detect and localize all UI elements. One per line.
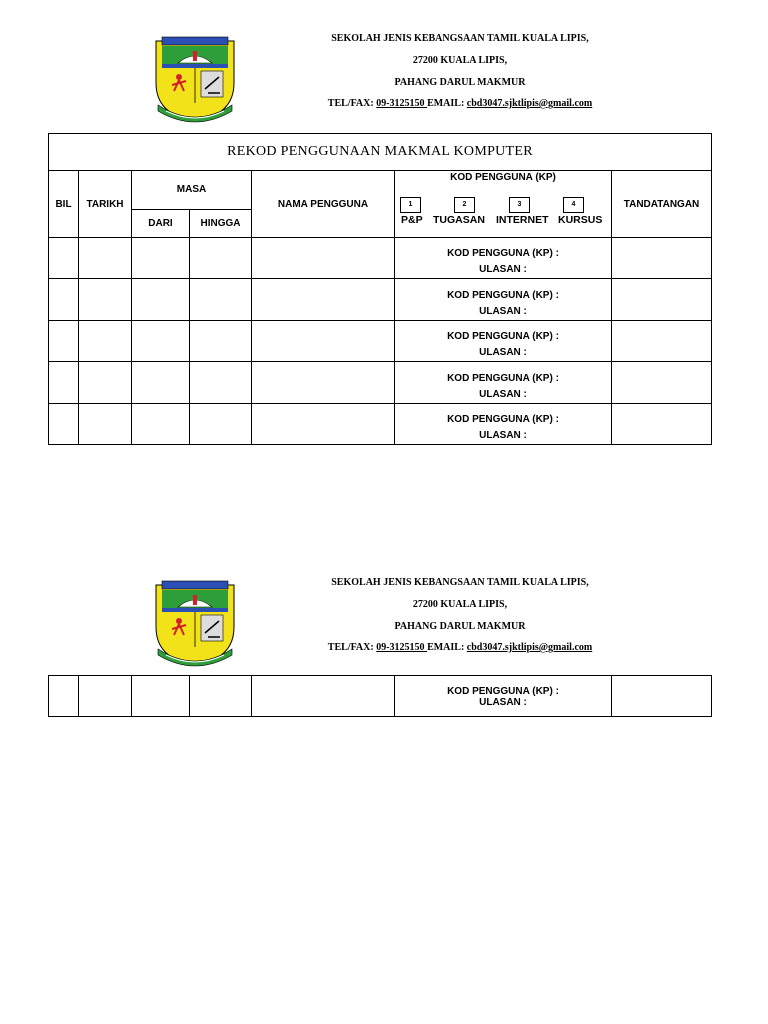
tarikh-cell[interactable] [79, 238, 132, 279]
school-crest-icon [152, 577, 238, 669]
kod-cell[interactable] [395, 279, 612, 321]
hingga-cell[interactable] [190, 321, 252, 362]
bil-cell[interactable] [49, 676, 79, 717]
table-row [49, 321, 712, 362]
dari-cell[interactable] [132, 676, 190, 717]
col-tarikh: TARIKH [79, 171, 132, 238]
hingga-cell[interactable] [190, 362, 252, 404]
kod-pengguna-title: KOD PENGGUNA (KP) [450, 172, 556, 183]
ulasan-label: ULASAN : [479, 305, 527, 317]
school-postcode: 27200 KUALA LIPIS, [412, 599, 508, 610]
nama-cell[interactable] [252, 321, 395, 362]
tandatangan-cell[interactable] [612, 676, 712, 717]
school-state: PAHANG DARUL MAKMUR [394, 621, 526, 632]
kod-box-3: 3 [509, 197, 530, 213]
kod-box-4: 4 [563, 197, 584, 213]
school-name: SEKOLAH JENIS KEBANGSAAN TAMIL KUALA LIPIS, [331, 33, 589, 44]
dari-cell[interactable] [132, 362, 190, 404]
ulasan-label: ULASAN : [479, 430, 527, 441]
tarikh-cell[interactable] [79, 279, 132, 321]
tel-label: TEL/FAX: [327, 98, 377, 109]
school-header [150, 577, 680, 687]
email-label: EMAIL: [427, 98, 467, 109]
lab-usage-record-table [48, 133, 712, 445]
ulasan-label: ULASAN : [479, 697, 527, 708]
nama-cell[interactable] [252, 404, 395, 445]
kod-cell[interactable] [395, 238, 612, 279]
hingga-cell[interactable] [190, 404, 252, 445]
form-title: REKOD PENGGUNAAN MAKMAL KOMPUTER [49, 134, 712, 171]
email-label: EMAIL: [427, 642, 467, 653]
kod-label-1: P&P [401, 214, 423, 226]
kp-label: KOD PENGGUNA (KP) : [447, 289, 559, 301]
school-name: SEKOLAH JENIS KEBANGSAAN TAMIL KUALA LIPIS, [331, 577, 589, 588]
kp-label: KOD PENGGUNA (KP) : [447, 414, 559, 425]
table-row [49, 279, 712, 321]
table-row [49, 676, 712, 717]
school-postcode: 27200 KUALA LIPIS, [412, 55, 508, 66]
kod-box-2: 2 [454, 197, 475, 213]
bil-cell[interactable] [49, 321, 79, 362]
hingga-cell[interactable] [190, 238, 252, 279]
bil-cell[interactable] [49, 279, 79, 321]
col-bil: BIL [49, 171, 79, 238]
tarikh-cell[interactable] [79, 321, 132, 362]
nama-cell[interactable] [252, 676, 395, 717]
kod-box-1: 1 [400, 197, 421, 213]
kp-label: KOD PENGGUNA (KP) : [447, 331, 559, 342]
col-masa: MASA [132, 171, 252, 210]
email-link[interactable]: cbd3047.sjktlipis@gmail.com [466, 98, 593, 109]
hingga-cell[interactable] [190, 279, 252, 321]
tandatangan-cell[interactable] [612, 404, 712, 445]
bil-cell[interactable] [49, 404, 79, 445]
nama-cell[interactable] [252, 279, 395, 321]
kod-label-2: TUGASAN [433, 214, 485, 226]
table-row [49, 404, 712, 445]
kod-label-4: KURSUS [558, 214, 603, 226]
col-dari: DARI [132, 209, 190, 237]
nama-cell[interactable] [252, 238, 395, 279]
tandatangan-cell[interactable] [612, 279, 712, 321]
table-row [49, 362, 712, 404]
dari-cell[interactable] [132, 404, 190, 445]
bil-cell[interactable] [49, 238, 79, 279]
school-crest-icon [152, 33, 238, 125]
nama-cell[interactable] [252, 362, 395, 404]
tandatangan-cell[interactable] [612, 321, 712, 362]
dari-cell[interactable] [132, 238, 190, 279]
table-row [49, 238, 712, 279]
col-tandatangan: TANDATANGAN [612, 171, 712, 238]
tarikh-cell[interactable] [79, 362, 132, 404]
kp-label: KOD PENGGUNA (KP) : [447, 686, 559, 697]
kod-cell[interactable] [395, 404, 612, 445]
dari-cell[interactable] [132, 279, 190, 321]
ulasan-label: ULASAN : [479, 388, 527, 400]
tandatangan-cell[interactable] [612, 238, 712, 279]
kod-label-3: INTERNET [496, 214, 549, 226]
kod-cell[interactable] [395, 321, 612, 362]
dari-cell[interactable] [132, 321, 190, 362]
school-state: PAHANG DARUL MAKMUR [394, 77, 526, 88]
tel-number: 09-3125150 [376, 642, 428, 653]
col-nama-pengguna: NAMA PENGGUNA [252, 171, 395, 238]
school-contact [240, 642, 680, 653]
tarikh-cell[interactable] [79, 404, 132, 445]
col-hingga: HINGGA [190, 209, 252, 237]
school-header [150, 33, 680, 143]
bil-cell[interactable] [49, 362, 79, 404]
col-kod-pengguna [395, 171, 612, 238]
kod-cell[interactable] [395, 362, 612, 404]
kp-label: KOD PENGGUNA (KP) : [447, 372, 559, 384]
lab-usage-record-table-continued [48, 675, 712, 717]
kod-cell[interactable] [395, 676, 612, 717]
hingga-cell[interactable] [190, 676, 252, 717]
ulasan-label: ULASAN : [479, 347, 527, 358]
tel-number: 09-3125150 [376, 98, 428, 109]
tel-label: TEL/FAX: [327, 642, 377, 653]
tandatangan-cell[interactable] [612, 362, 712, 404]
tarikh-cell[interactable] [79, 676, 132, 717]
school-contact [240, 98, 680, 109]
ulasan-label: ULASAN : [479, 264, 527, 275]
email-link[interactable]: cbd3047.sjktlipis@gmail.com [466, 642, 593, 653]
kp-label: KOD PENGGUNA (KP) : [447, 248, 559, 259]
